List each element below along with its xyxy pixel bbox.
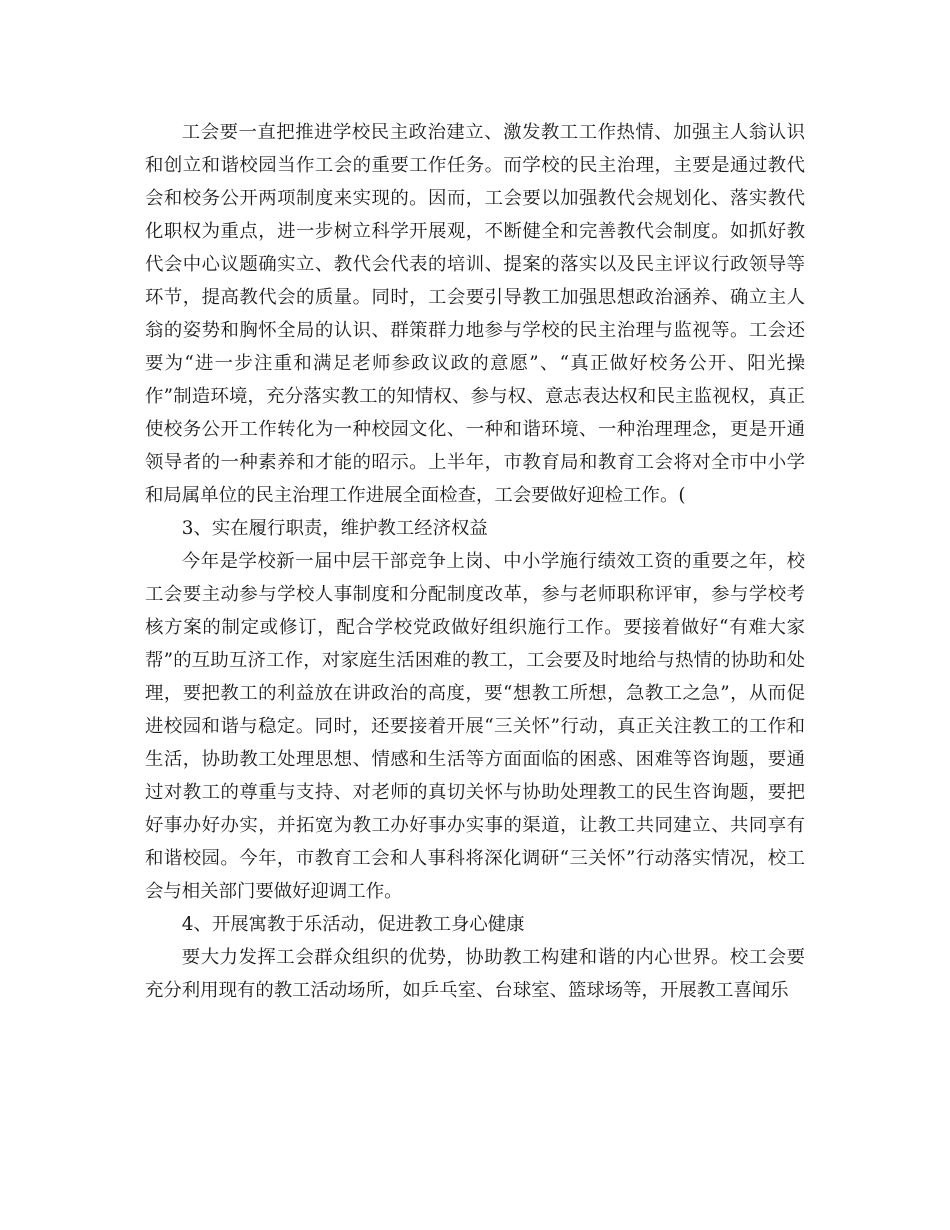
paragraph-economic-rights: 今年是学校新一届中层干部竞争上岗、中小学施行绩效工资的重要之年，校工会要主动参与学校人事制度和分配制度改革，参与老师职称评审，参与学校考核方案的制定或修订，配合学校党政做好组织施行工作。要接着做好“有难大家帮”的互助互济工作，对家庭生活困难的教工，工会要及时地给与热情的协助和处理，要把教工的利益放在讲政治的高度，要“想教工所想，急教工之急”，从而促进校园和谐与稳定。同时，还要接着开展“三关怀”行动，真正关注教工的工作和生活，协助教工处理思想、情感和生活等方面面临的困惑、困难等咨询题，要通过对教工的尊重与支持、对老师的真切关怀与协助处理教工的民生咨询题，要把好事办好办实，并拓宽为教工办好事办实事的渠道，让教工共同建立、共同享有和谐校园。今年，市教育工会和人事科将深化调研“三关怀”行动落实情况，校工会与相关部门要做好迎调工作。 [145,551,805,902]
document-body [145,116,805,1007]
paragraph-democratic-management: 工会要一直把推进学校民主政治建立、激发教工工作热情、加强主人翁认识和创立和谐校园当作工会的重要工作任务。而学校的民主治理，主要是通过教代会和校务公开两项制度来实现的。因而，工会要以加强教代会规划化、落实教代化职权为重点，进一步树立科学开展观，不断健全和完善教代会制度。如抓好教代会中心议题确实立、教代会代表的培训、提案的落实以及民主评议行政领导等环节，提高教代会的质量。同时，工会要引导教工加强思想政治涵养、确立主人翁的姿势和胸怀全局的认识、群策群力地参与学校的民主治理与监视等。工会还要为“进一步注重和满足老师参政议政的意愿”、“真正做好校务公开、阳光操作”制造环境，充分落实教工的知情权、参与权、意志表达权和民主监视权，真正使校务公开工作转化为一种校园文化、一种和谐环境、一种治理理念，更是开通领导者的一种素养和才能的昭示。上半年，市教育局和教育工会将对全市中小学和局属单位的民主治理工作进展全面检查，工会要做好迎检工作。( [145,122,805,506]
section-heading-3: 3、实在履行职责，维护教工经济权益 [181,518,488,539]
paragraph-activities: 要大力发挥工会群众组织的优势，协助教工构建和谐的内心世界。校工会要充分利用现有的教工活动场所，如乒乓室、台球室、篮球场等，开展教工喜闻乐 [145,947,805,1001]
section-heading-4: 4、开展寓教于乐活动，促进教工身心健康 [181,914,525,935]
